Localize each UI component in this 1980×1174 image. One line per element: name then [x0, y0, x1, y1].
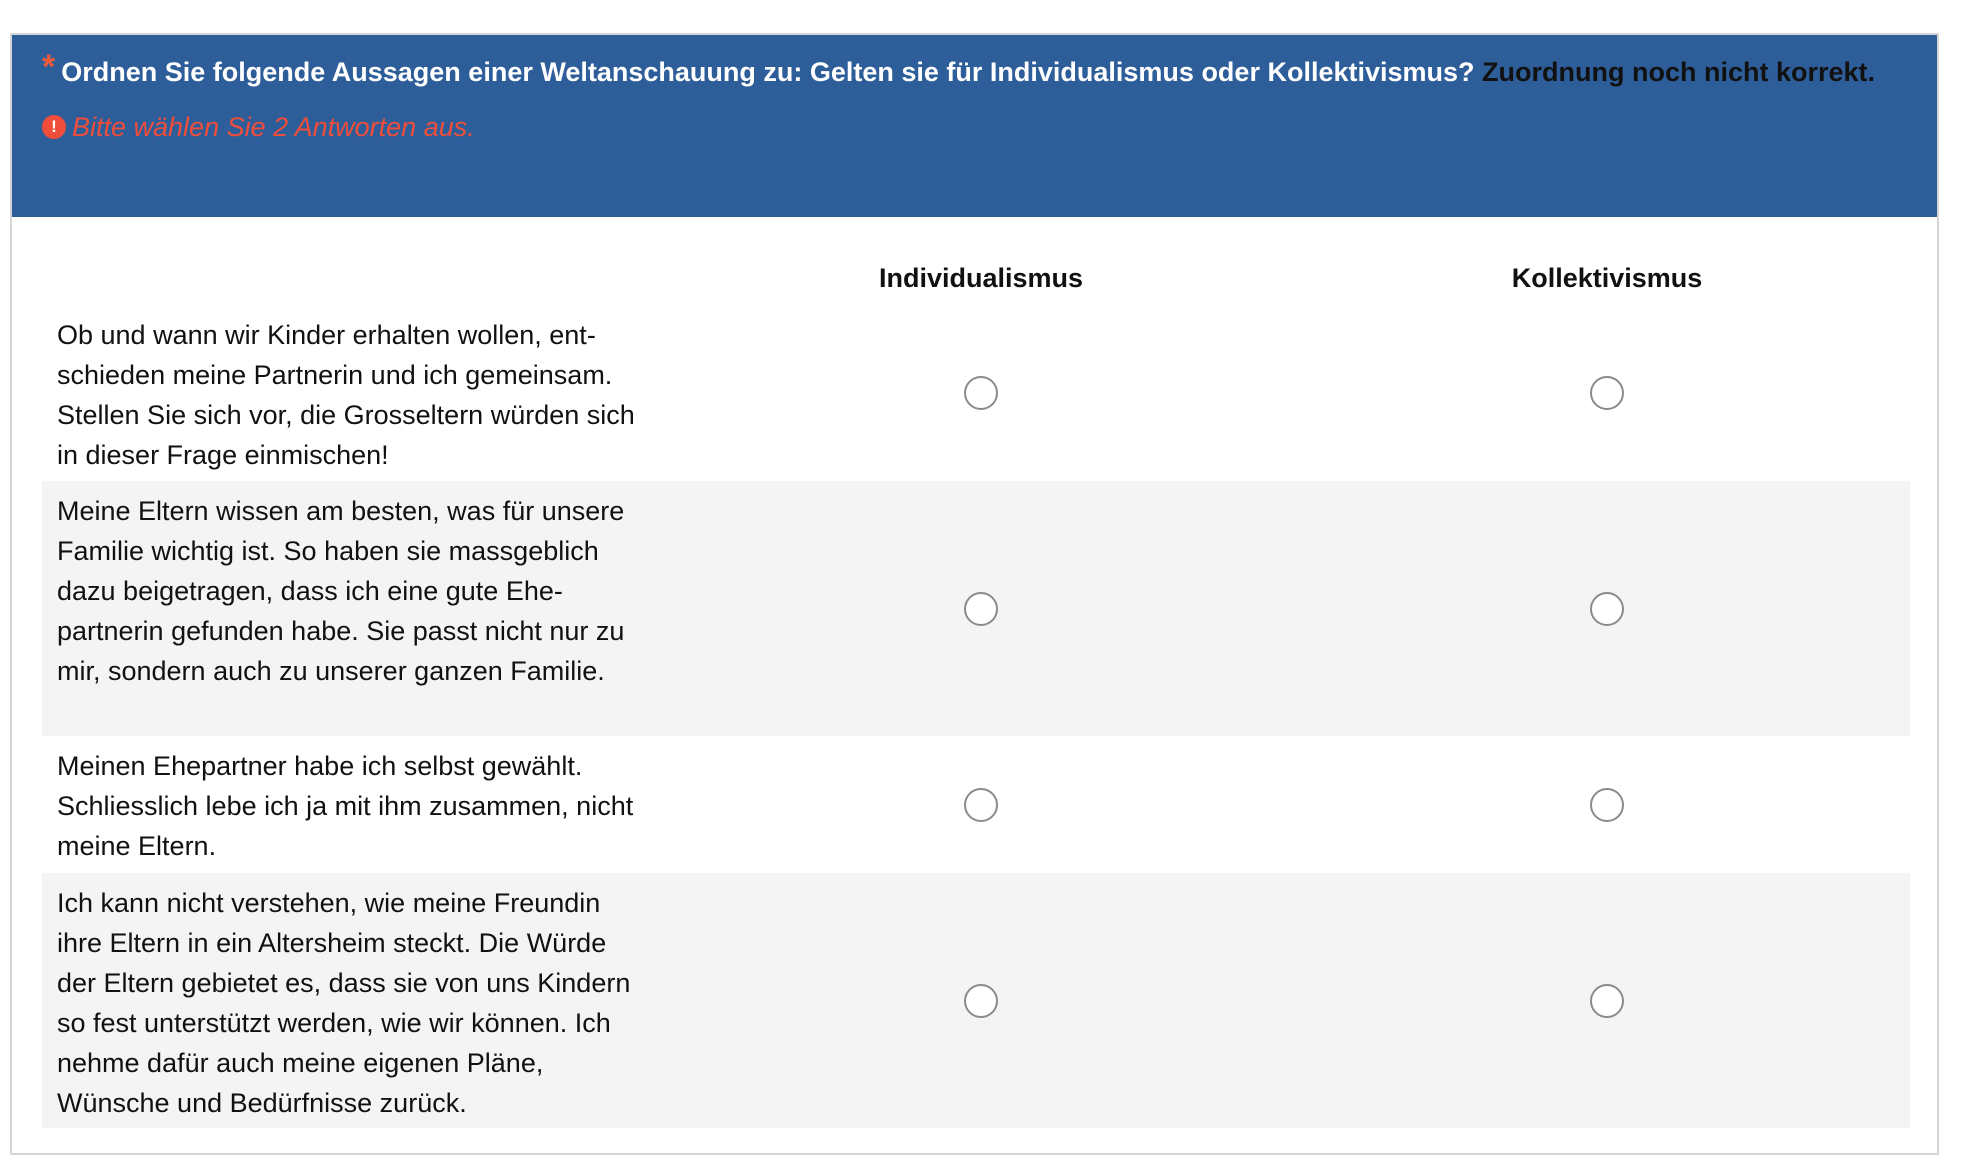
required-marker: * — [42, 48, 56, 86]
statement-text: Meine Eltern wissen am besten, was für unsere Familie wichtig ist. So haben sie massgeblich dazu beigetragen, dass ich eine gute Ehepartnerin gefunden habe. Sie passt nicht nur zu mir, sondern auch zu unserer ganzen Familie. — [57, 496, 625, 686]
exclamation-circle-icon: ! — [42, 115, 66, 139]
question-header — [12, 35, 1937, 217]
validation-message — [42, 110, 1907, 144]
question-status: Zuordnung noch nicht korrekt. — [1482, 57, 1876, 87]
matrix-row — [42, 305, 1910, 481]
statement-text: Meinen Ehepartner habe ich selbst gewählt. Schliesslich lebe ich ja mit ihm zusammen, nicht meine Eltern. — [57, 751, 634, 861]
question-title — [42, 47, 1907, 92]
validation-text: Bitte wählen Sie 2 Antworten aus. — [72, 112, 475, 142]
matrix-row — [42, 873, 1910, 1128]
answer-matrix — [42, 217, 1910, 1128]
question-panel — [10, 33, 1939, 1155]
question-text: Ordnen Sie folgende Aussagen einer Weltanschauung zu: Gelten sie für Individualismus oder Kollektivismus? — [61, 57, 1475, 87]
matrix-row — [42, 736, 1910, 873]
radio-individualismus[interactable] — [964, 376, 998, 410]
radio-kollektivismus[interactable] — [1590, 592, 1624, 626]
radio-kollektivismus[interactable] — [1590, 984, 1624, 1018]
radio-kollektivismus[interactable] — [1590, 788, 1624, 822]
matrix-row — [42, 481, 1910, 736]
radio-individualismus[interactable] — [964, 984, 998, 1018]
column-header-row — [42, 217, 1910, 305]
statement-text: Ob und wann wir Kinder erhalten wollen, entschieden meine Partnerin und ich gemeinsam. Stellen Sie sich vor, die Grosseltern würden sich in dieser Frage einmischen! — [57, 320, 635, 470]
radio-individualismus[interactable] — [964, 788, 998, 822]
radio-individualismus[interactable] — [964, 592, 998, 626]
radio-kollektivismus[interactable] — [1590, 376, 1624, 410]
column-header-kollektivismus: Kollektivismus — [1511, 263, 1703, 293]
statement-text: Ich kann nicht verstehen, wie meine Freundin ihre Eltern in ein Altersheim steckt. Die Würde der Eltern gebietet es, dass sie von uns Kindern so fest unterstützt werden, wie wir können. Ich nehme dafür auch meine eigenen Pläne, Wünsche und Bedürfnisse zurück. — [57, 888, 631, 1118]
column-header-individualismus: Individualismus — [878, 263, 1084, 293]
